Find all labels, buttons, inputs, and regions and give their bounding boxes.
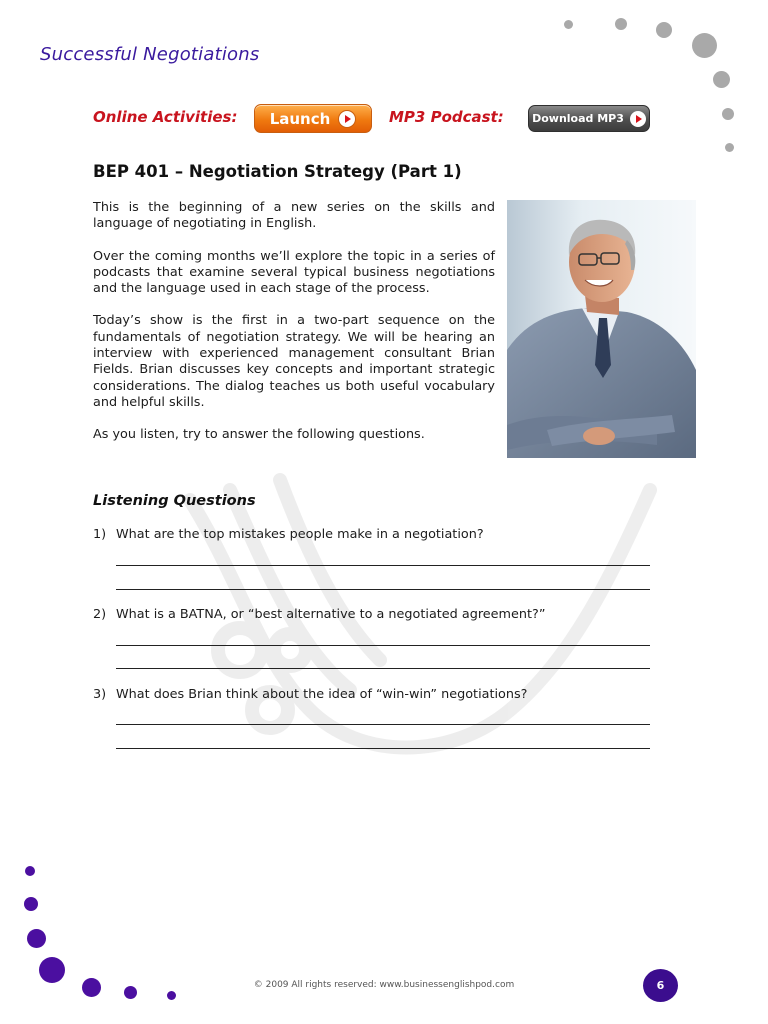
lesson-title: BEP 401 – Negotiation Strategy (Part 1) <box>93 162 462 181</box>
question-text: What are the top mistakes people make in a negotiation? <box>116 527 484 542</box>
listening-questions-heading: Listening Questions <box>93 493 256 509</box>
question-text: What is a BATNA, or “best alternative to a negotiated agreement?” <box>116 607 546 622</box>
intro-text <box>93 200 495 460</box>
answer-line[interactable] <box>116 565 650 566</box>
play-icon <box>630 111 646 127</box>
series-title: Successful Negotiations <box>40 44 260 65</box>
intro-paragraph: Over the coming months we’ll explore the topic in a series of podcasts that examine several typical business negotiations and the language used in each stage of the process. <box>93 248 495 297</box>
question-number: 3) <box>93 687 107 702</box>
page-number-badge: 6 <box>643 969 678 1002</box>
question-text: What does Brian think about the idea of “win-win” negotiations? <box>116 687 528 702</box>
businessman-illustration <box>507 200 696 458</box>
download-mp3-label: Download MP3 <box>532 112 624 125</box>
play-icon <box>338 110 356 128</box>
question-number: 2) <box>93 607 107 622</box>
online-activities-label: Online Activities: <box>93 108 238 126</box>
intro-paragraph: Today’s show is the first in a two-part sequence on the fundamentals of negotiation strategy. We will be hearing an interview with experienced management consultant Brian Fields. Brian discusses key concepts and important strategic considerations. The dialog teaches us both useful vocabulary and helpful skills. <box>93 313 495 410</box>
intro-paragraph: As you listen, try to answer the following questions. <box>93 427 425 443</box>
intro-paragraph: This is the beginning of a new series on the skills and language of negotiating in English. <box>93 200 495 232</box>
launch-button-label: Launch <box>269 109 331 128</box>
download-mp3-button[interactable] <box>528 105 650 132</box>
question-number: 1) <box>93 527 107 542</box>
answer-line[interactable] <box>116 668 650 669</box>
answer-line[interactable] <box>116 589 650 590</box>
watermark-logo <box>150 460 670 790</box>
mp3-podcast-label: MP3 Podcast: <box>389 108 504 126</box>
answer-line[interactable] <box>116 645 650 646</box>
consultant-photo <box>507 200 696 458</box>
footer-copyright: © 2009 All rights reserved: www.businessenglishpod.com <box>253 980 515 990</box>
launch-button[interactable] <box>254 104 372 133</box>
answer-line[interactable] <box>116 724 650 725</box>
answer-line[interactable] <box>116 748 650 749</box>
